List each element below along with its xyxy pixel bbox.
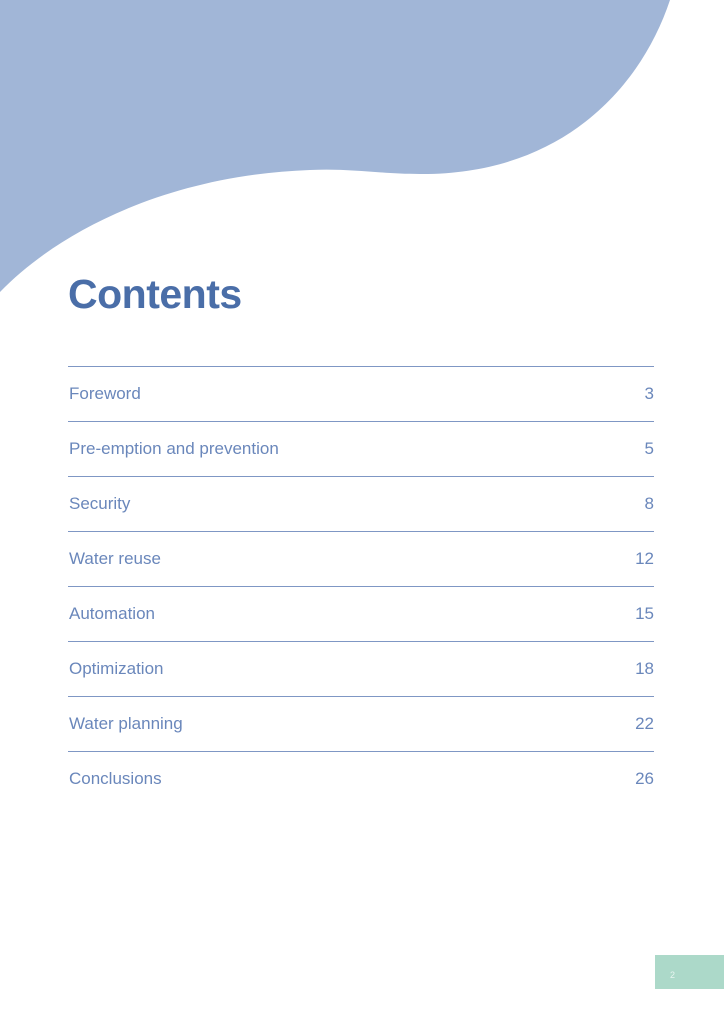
toc-entry-page: 3 [644,384,654,403]
toc-entry-pre-emption[interactable] [68,422,654,477]
toc-entry-label: Automation [69,604,155,623]
page-number-badge [655,955,724,989]
toc-entry-label: Optimization [69,659,164,678]
toc-entry-optimization[interactable] [68,642,654,697]
toc-entry-page: 22 [635,714,654,733]
toc-entry-page: 26 [635,769,654,788]
toc-entry-label: Conclusions [69,769,162,788]
toc-entry-page: 12 [635,549,654,568]
toc-entry-page: 18 [635,659,654,678]
table-of-contents [68,366,654,806]
toc-entry-conclusions[interactable] [68,752,654,806]
toc-entry-page: 15 [635,604,654,623]
toc-entry-water-planning[interactable] [68,697,654,752]
toc-entry-page: 8 [644,494,654,513]
page-title: Contents [68,271,242,317]
toc-entry-label: Water planning [69,714,183,733]
toc-entry-security[interactable] [68,477,654,532]
page-number: 2 [670,970,676,980]
toc-entry-label: Security [69,494,131,513]
toc-entry-foreword[interactable] [68,367,654,422]
toc-entry-page: 5 [644,439,654,458]
toc-entry-label: Water reuse [69,549,161,568]
toc-entry-label: Pre-emption and prevention [69,439,279,458]
toc-entry-label: Foreword [69,384,141,403]
toc-entry-water-reuse[interactable] [68,532,654,587]
wave-shape [0,0,670,292]
toc-entry-automation[interactable] [68,587,654,642]
header-wave-decoration [0,0,724,300]
